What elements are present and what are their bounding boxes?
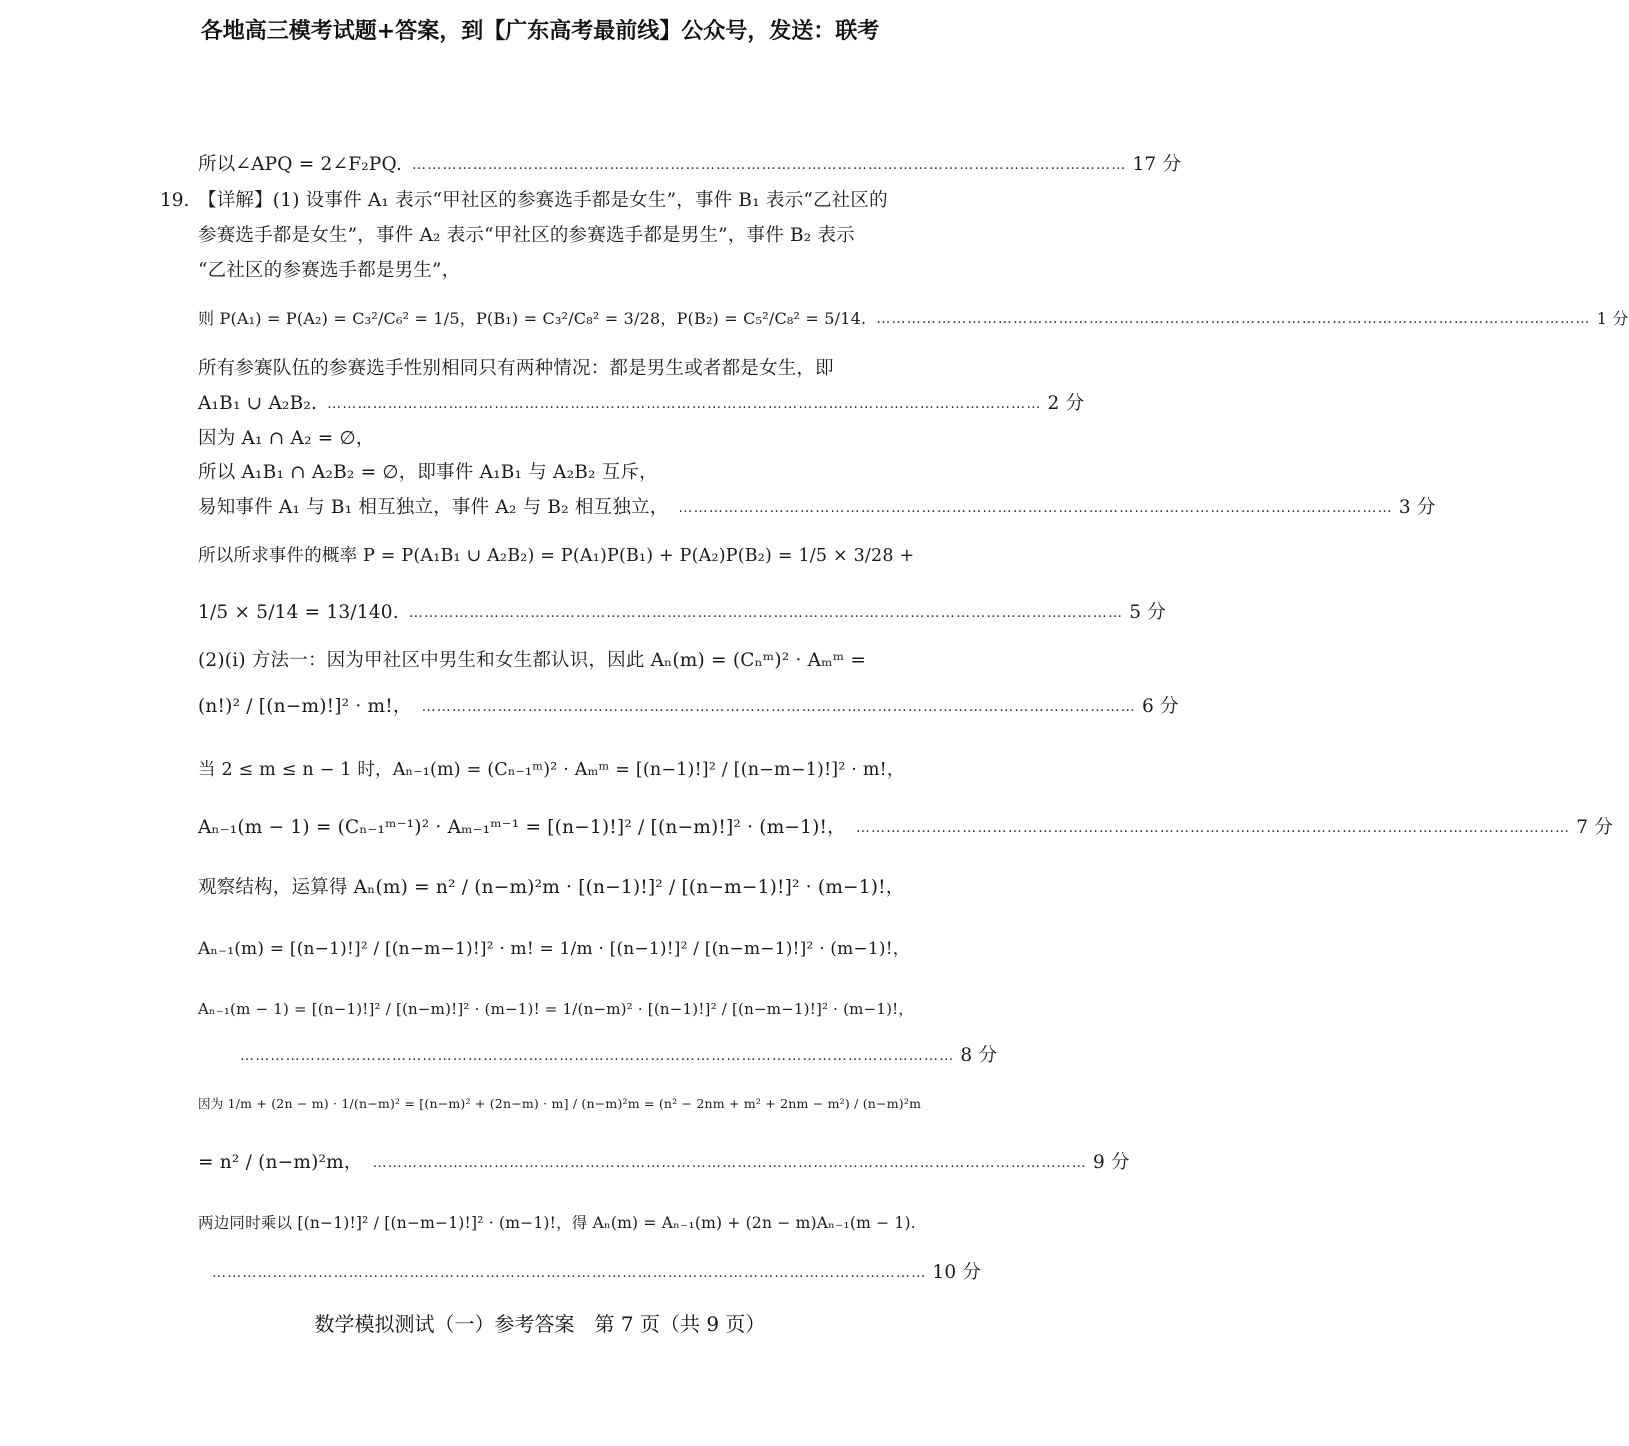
answer-line: 因为 A₁ ∩ A₂ = ∅， bbox=[198, 428, 375, 449]
answer-line bbox=[198, 600, 1166, 626]
page-footer: 数学模拟测试（一）参考答案 第 7 页（共 9 页） bbox=[314, 1312, 766, 1336]
leader-dots: …………………………………………………………………………………………………………………………… bbox=[212, 1265, 927, 1281]
leader-dots: …………………………………………………………………………………………………………………………… bbox=[855, 820, 1571, 836]
promo-banner: 各地高三模考试题+答案，到【广东高考最前线】公众号，发送：联考 bbox=[200, 19, 880, 44]
answer-line bbox=[198, 391, 1085, 417]
leader-dots: …………………………………………………………………………………………………………………………… bbox=[240, 1048, 955, 1064]
leader-dots: …………………………………………………………………………………………………………………………… bbox=[408, 605, 1124, 621]
score-label: 8 分 bbox=[960, 1045, 998, 1066]
line-text: 所以∠APQ = 2∠F₂PQ. bbox=[198, 154, 403, 175]
answer-line bbox=[198, 152, 1182, 178]
answer-line bbox=[202, 1260, 982, 1286]
line-text: = n² / (n−m)²m， bbox=[198, 1152, 363, 1173]
score-label: 5 分 bbox=[1129, 602, 1166, 623]
score-label: 1 分 bbox=[1596, 309, 1629, 328]
answer-line: (2)(i) 方法一：因为甲社区中男生和女生都认识，因此 Aₙ(m) = (Cₙᵐ)² · Aₘᵐ = bbox=[198, 650, 867, 671]
line-text: 则 P(A₁) = P(A₂) = C₃²/C₆² = 1/5，P(B₁) = C₃²/C₈² = 3/28，P(B₂) = C₅²/C₈² = 5/14. bbox=[198, 309, 867, 328]
answer-line bbox=[198, 694, 1179, 720]
answer-line: 【详解】(1) 设事件 A₁ 表示“甲社区的参赛选手都是女生”，事件 B₁ 表示“乙社区的 bbox=[198, 190, 888, 211]
answer-line: 所有参赛队伍的参赛选手性别相同只有两种情况：都是男生或者都是女生，即 bbox=[198, 358, 834, 379]
answer-line: 参赛选手都是女生”，事件 A₂ 表示“甲社区的参赛选手都是男生”，事件 B₂ 表示 bbox=[198, 225, 855, 246]
answer-line bbox=[230, 1043, 998, 1069]
answer-line: 观察结构，运算得 Aₙ(m) = n² / (n−m)²m · [(n−1)!]² / [(n−m−1)!]² · (m−1)!， bbox=[198, 877, 905, 898]
leader-dots: …………………………………………………………………………………………………………………………… bbox=[372, 1155, 1087, 1171]
line-text: (n!)² / [(n−m)!]² · m!， bbox=[198, 696, 412, 717]
score-label: 2 分 bbox=[1047, 393, 1085, 414]
answer-line bbox=[198, 306, 1629, 332]
line-text: 易知事件 A₁ 与 B₁ 相互独立，事件 A₂ 与 B₂ 相互独立， bbox=[198, 497, 669, 518]
answer-line: Aₙ₋₁(m − 1) = [(n−1)!]² / [(n−m)!]² · (m−1)! = 1/(n−m)² · [(n−1)!]² / [(n−m−1)!]² · (m−1)!， bbox=[198, 1000, 914, 1018]
score-label: 3 分 bbox=[1398, 497, 1436, 518]
answer-line bbox=[198, 495, 1436, 521]
line-text: Aₙ₋₁(m − 1) = (Cₙ₋₁ᵐ⁻¹)² · Aₘ₋₁ᵐ⁻¹ = [(n−1)!]² / [(n−m)!]² · (m−1)!， bbox=[198, 817, 846, 838]
score-label: 7 分 bbox=[1576, 817, 1614, 838]
answer-line: 所以 A₁B₁ ∩ A₂B₂ = ∅，即事件 A₁B₁ 与 A₂B₂ 互斥， bbox=[198, 462, 658, 483]
answer-line: 所以所求事件的概率 P = P(A₁B₁ ∪ A₂B₂) = P(A₁)P(B₁) + P(A₂)P(B₂) = 1/5 × 3/28 + bbox=[198, 546, 915, 566]
answer-line bbox=[198, 815, 1614, 841]
leader-dots: …………………………………………………………………………………………………………………………… bbox=[327, 396, 1042, 412]
score-label: 10 分 bbox=[932, 1262, 982, 1283]
leader-dots: …………………………………………………………………………………………………………………………… bbox=[876, 311, 1591, 327]
line-text: A₁B₁ ∪ A₂B₂. bbox=[198, 393, 318, 414]
answer-line: 因为 1/m + (2n − m) · 1/(n−m)² = [(n−m)² + (2n−m) · m] / (n−m)²m = (n² − 2nm + m² + 2nm − m²) / (n−m)²m bbox=[198, 1096, 922, 1111]
line-text: 1/5 × 5/14 = 13/140. bbox=[198, 602, 399, 623]
question-number: 19. bbox=[160, 190, 190, 211]
answer-line: 两边同时乘以 [(n−1)!]² / [(n−m−1)!]² · (m−1)!，得 Aₙ(m) = Aₙ₋₁(m) + (2n − m)Aₙ₋₁(m − 1). bbox=[198, 1214, 916, 1232]
score-label: 9 分 bbox=[1092, 1152, 1130, 1173]
answer-line bbox=[198, 1150, 1130, 1176]
answer-line: “乙社区的参赛选手都是男生”， bbox=[198, 260, 461, 281]
answer-line: Aₙ₋₁(m) = [(n−1)!]² / [(n−m−1)!]² · m! = 1/m · [(n−1)!]² / [(n−m−1)!]² · (m−1)!， bbox=[198, 939, 910, 959]
score-label: 17 分 bbox=[1132, 154, 1182, 175]
leader-dots: …………………………………………………………………………………………………………………………… bbox=[412, 157, 1127, 173]
leader-dots: …………………………………………………………………………………………………………………………… bbox=[421, 699, 1136, 715]
score-label: 6 分 bbox=[1142, 696, 1179, 717]
leader-dots: …………………………………………………………………………………………………………………………… bbox=[678, 500, 1393, 516]
answer-line: 当 2 ≤ m ≤ n − 1 时，Aₙ₋₁(m) = (Cₙ₋₁ᵐ)² · Aₘᵐ = [(n−1)!]² / [(n−m−1)!]² · m!， bbox=[198, 760, 905, 780]
